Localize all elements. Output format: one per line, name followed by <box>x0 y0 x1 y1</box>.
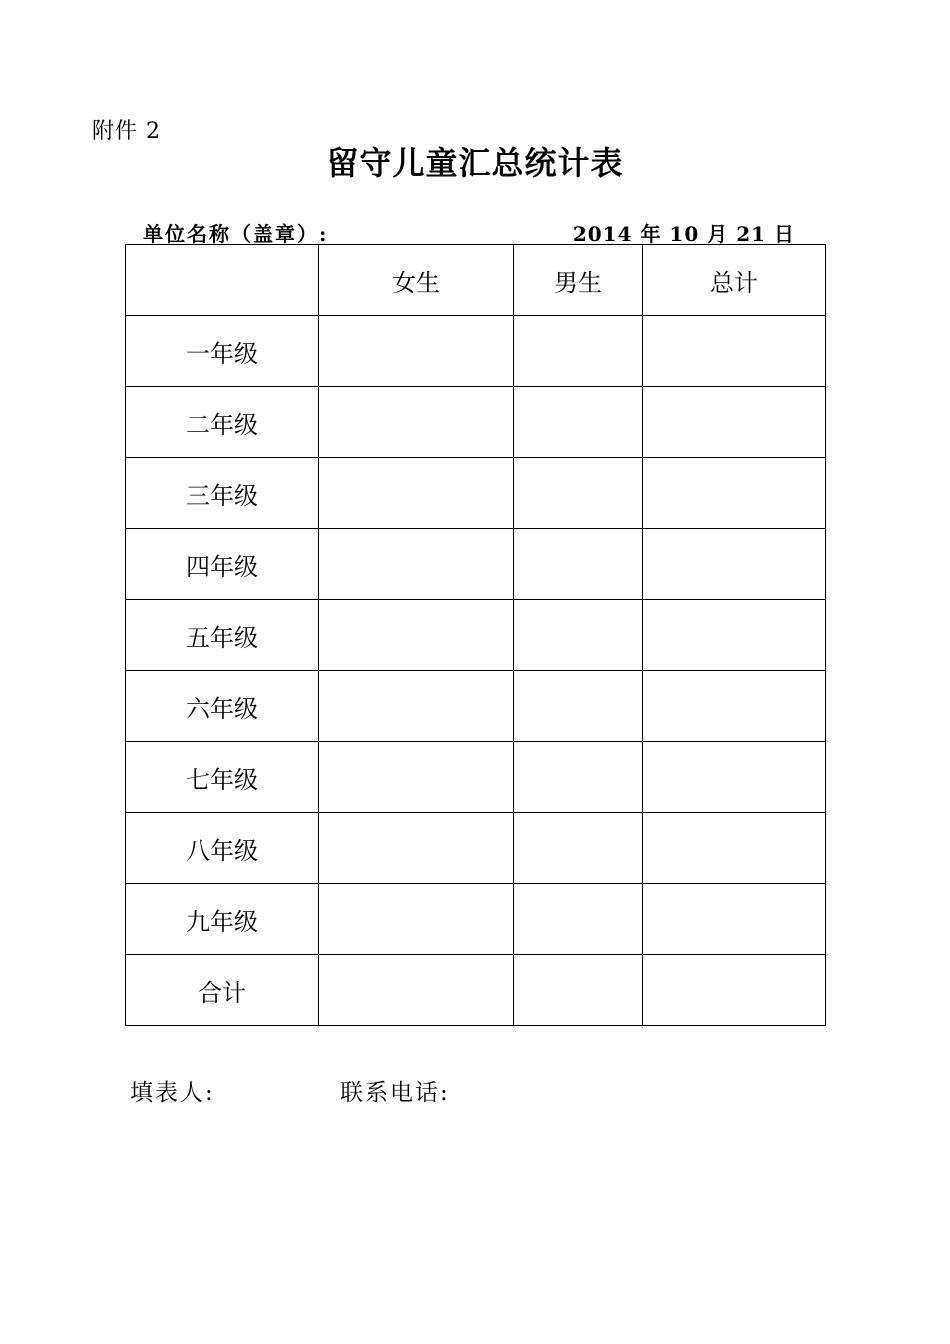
female-cell[interactable] <box>319 742 514 813</box>
female-cell[interactable] <box>319 884 514 955</box>
male-cell[interactable] <box>514 742 643 813</box>
row-label: 合计 <box>126 955 319 1026</box>
male-cell[interactable] <box>514 458 643 529</box>
total-cell[interactable] <box>643 884 826 955</box>
page-title: 留守儿童汇总统计表 <box>326 144 624 182</box>
row-label: 六年级 <box>126 671 319 742</box>
female-cell[interactable] <box>319 316 514 387</box>
total-cell[interactable] <box>643 955 826 1026</box>
male-cell[interactable] <box>514 813 643 884</box>
total-cell[interactable] <box>643 671 826 742</box>
male-cell[interactable] <box>514 671 643 742</box>
table-row-total <box>126 955 826 1026</box>
unit-name-label: 单位名称（盖章）: <box>143 222 329 246</box>
table-row <box>126 600 826 671</box>
table-row <box>126 458 826 529</box>
row-label: 七年级 <box>126 742 319 813</box>
row-label: 二年级 <box>126 387 319 458</box>
header-cell-female: 女生 <box>319 245 514 316</box>
total-cell[interactable] <box>643 387 826 458</box>
report-date: 2014 年 10 月 21 日 <box>572 222 795 246</box>
table-row <box>126 316 826 387</box>
table-row <box>126 387 826 458</box>
table-row <box>126 742 826 813</box>
attachment-label: 附件 2 <box>92 119 161 144</box>
phone-label: 联系电话: <box>340 1080 450 1106</box>
male-cell[interactable] <box>514 955 643 1026</box>
row-label: 八年级 <box>126 813 319 884</box>
total-cell[interactable] <box>643 529 826 600</box>
female-cell[interactable] <box>319 671 514 742</box>
female-cell[interactable] <box>319 813 514 884</box>
female-cell[interactable] <box>319 955 514 1026</box>
male-cell[interactable] <box>514 387 643 458</box>
row-label: 九年级 <box>126 884 319 955</box>
table-row <box>126 884 826 955</box>
total-cell[interactable] <box>643 813 826 884</box>
row-label: 四年级 <box>126 529 319 600</box>
total-cell[interactable] <box>643 600 826 671</box>
female-cell[interactable] <box>319 387 514 458</box>
header-cell-blank <box>126 245 319 316</box>
total-cell[interactable] <box>643 458 826 529</box>
female-cell[interactable] <box>319 529 514 600</box>
header-cell-total: 总计 <box>643 245 826 316</box>
table-header-row <box>126 245 826 316</box>
row-label: 一年级 <box>126 316 319 387</box>
male-cell[interactable] <box>514 529 643 600</box>
table-row <box>126 671 826 742</box>
female-cell[interactable] <box>319 458 514 529</box>
row-label: 三年级 <box>126 458 319 529</box>
statistics-table <box>125 244 826 1026</box>
male-cell[interactable] <box>514 316 643 387</box>
table-row <box>126 813 826 884</box>
total-cell[interactable] <box>643 316 826 387</box>
total-cell[interactable] <box>643 742 826 813</box>
table-row <box>126 529 826 600</box>
male-cell[interactable] <box>514 884 643 955</box>
row-label: 五年级 <box>126 600 319 671</box>
female-cell[interactable] <box>319 600 514 671</box>
header-cell-male: 男生 <box>514 245 643 316</box>
male-cell[interactable] <box>514 600 643 671</box>
filler-label: 填表人: <box>130 1080 215 1106</box>
